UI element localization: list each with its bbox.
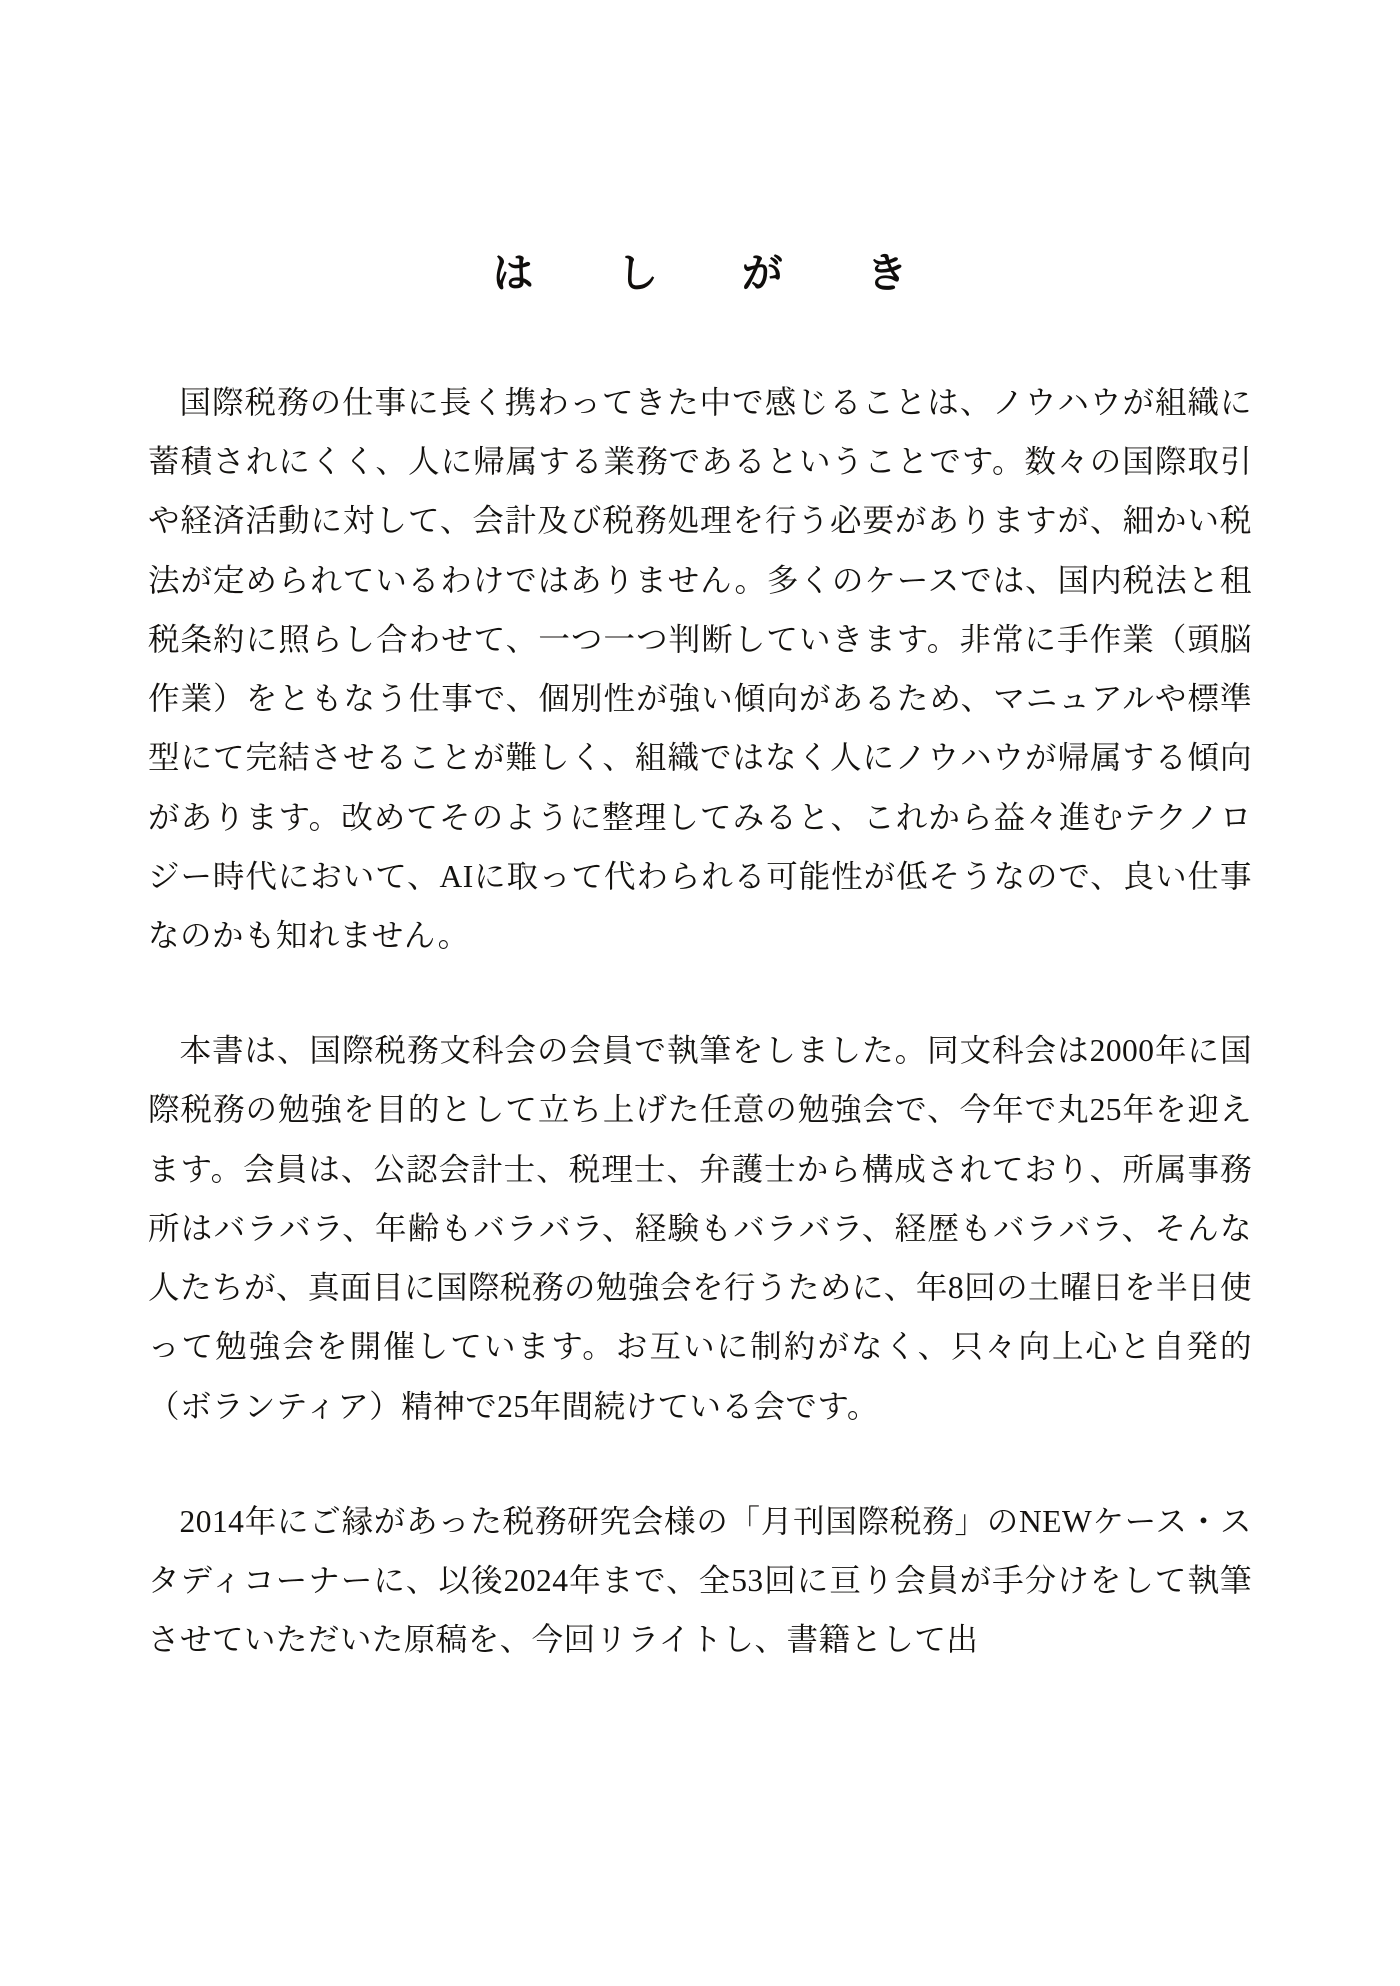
paragraph: 国際税務の仕事に長く携わってきた中で感じることは、ノウハウが組織に蓄積されにくく、人に帰属する業務であるということです。数々の国際取引や経済活動に対して、会計及び税務処理を行う必要がありますが、細かい税法が定められているわけではありません。多くのケースでは、国内税法と租税条約に照らし合わせて、一つ一つ判断していきます。非常に手作業（頭脳作業）をともなう仕事で、個別性が強い傾向があるため、マニュアルや標準型にて完結させることが難しく、組織ではなく人にノウハウが帰属する傾向があります。改めてそのように整理してみると、これから益々進むテクノロジー時代において、AIに取って代わられる可能性が低そうなので、良い仕事なのかも知れません。	[148, 385, 1252, 953]
paragraph: 本書は、国際税務文科会の会員で執筆をしました。同文科会は2000年に国際税務の勉強を目的として立ち上げた任意の勉強会で、今年で丸25年を迎えます。会員は、公認会計士、税理士、弁護士から構成されており、所属事務所はバラバラ、年齢もバラバラ、経験もバラバラ、経歴もバラバラ、そんな人たちが、真面目に国際税務の勉強会を行うために、年8回の土曜日を半日使って勉強会を開催しています。お互いに制約がなく、只々向上心と自発的（ボランティア）精神で25年間続けている会です。	[148, 1033, 1252, 1424]
paragraph: 2014年にご縁があった税務研究会様の「月刊国際税務」のNEWケース・スタディコーナーに、以後2024年まで、全53回に亘り会員が手分けをして執筆させていただいた原稿を、今回リライトし、書籍として出	[148, 1503, 1252, 1658]
body-text	[148, 373, 1252, 1669]
page-content	[148, 0, 1252, 1986]
page-title: は し が き	[492, 250, 929, 296]
